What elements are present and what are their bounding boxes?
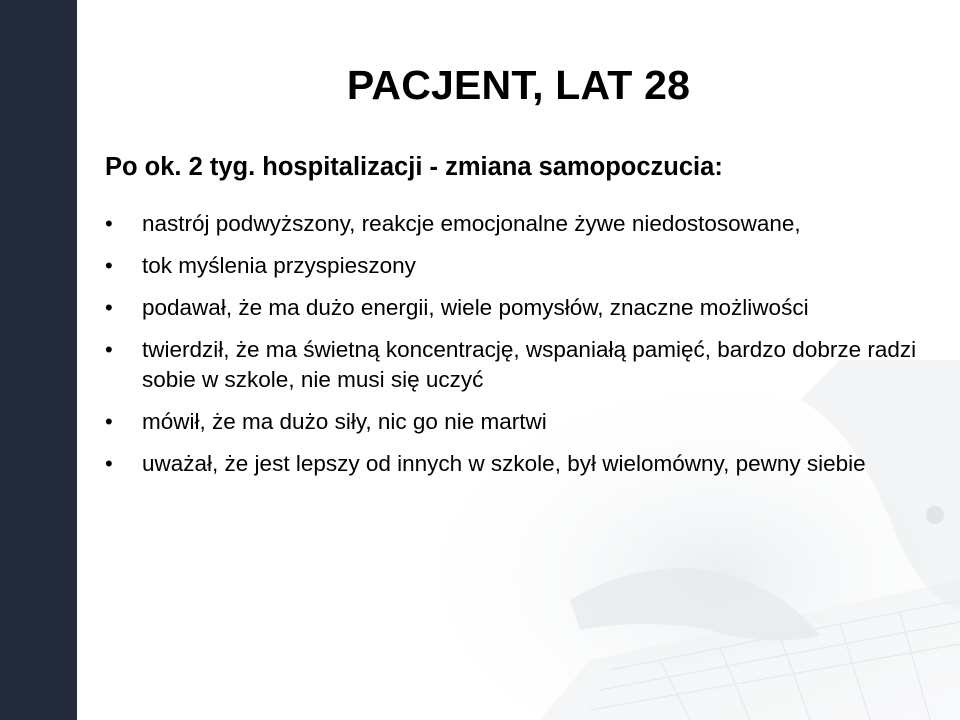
slide-title: PACJENT, LAT 28 — [346, 62, 691, 108]
bullet-item — [105, 209, 925, 239]
bullet-item — [105, 407, 925, 437]
bullet-text: tok myślenia przyspieszony — [142, 253, 416, 278]
bullet-icon: • — [105, 409, 113, 434]
bullet-text: mówił, że ma dużo siły, nic go nie martwi — [142, 409, 547, 434]
bullet-text: nastrój podwyższony, reakcje emocjonalne żywe niedostosowane, — [142, 211, 801, 236]
bullet-text: podawał, że ma dużo energii, wiele pomysłów, znaczne możliwości — [142, 295, 809, 320]
bullet-item — [105, 449, 925, 479]
slide-subtitle: Po ok. 2 tyg. hospitalizacji - zmiana samopoczucia: — [105, 153, 723, 181]
bullet-item — [105, 293, 925, 323]
bullet-text: twierdził, że ma świetną koncentrację, wspaniałą pamięć, bardzo dobrze radzi sobie w szkole, nie musi się uczyć — [142, 337, 917, 392]
bullet-icon: • — [105, 337, 113, 362]
bullet-item — [105, 251, 925, 281]
bullet-icon: • — [105, 211, 113, 236]
bullet-list — [105, 209, 925, 491]
bullet-icon: • — [105, 253, 113, 278]
bullet-item — [105, 335, 925, 395]
bullet-icon: • — [105, 451, 113, 476]
bullet-text: uważał, że jest lepszy od innych w szkole, był wielomówny, pewny siebie — [142, 451, 866, 476]
side-bar — [0, 0, 77, 720]
bullet-icon: • — [105, 295, 113, 320]
